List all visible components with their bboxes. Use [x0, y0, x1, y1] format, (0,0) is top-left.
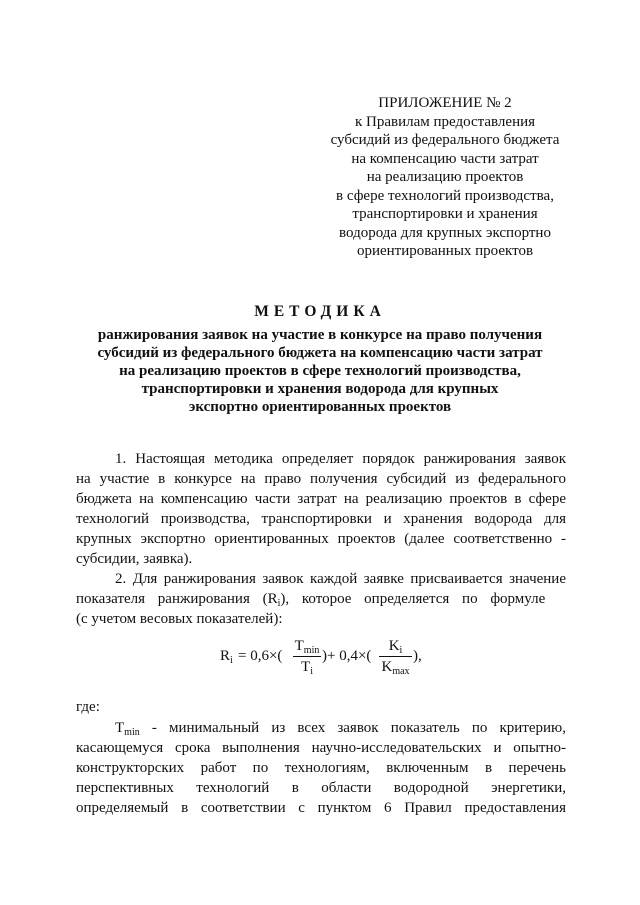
paragraph-1-line: субсидии, заявка). [76, 551, 193, 567]
fraction-denominator [293, 657, 321, 677]
appendix-line: субсидий из федерального бюджета [330, 132, 560, 148]
formula-symbol: T [301, 659, 311, 675]
appendix-line: к Правилам предоставления [354, 113, 536, 130]
subscript: min [303, 645, 320, 656]
where-label: где: [76, 699, 100, 715]
paragraph-1-line: бюджета на компенсацию части затрат на реализацию проектов в сфере [76, 491, 566, 507]
paragraph-1-line: технологий производства, транспортировки и хранения водорода для [76, 511, 566, 527]
subtitle-line: экспортно ориентированных проектов [188, 399, 452, 415]
paragraph-2-line [76, 589, 566, 609]
definition-text [76, 718, 566, 818]
subtitle-line: транспортировки и хранения водорода для крупных [141, 381, 499, 397]
appendix-line: на реализацию проектов [366, 169, 524, 185]
definition-text-segment: - минимальный из всех заявок показатель по критерию, [139, 720, 566, 736]
paragraph-2-text: ), которое определяется по формуле [280, 591, 546, 607]
fraction-k [379, 636, 412, 677]
subscript: max [392, 666, 410, 677]
definition-line: конструкторских работ по технологиям, включенным в перечень [76, 760, 566, 776]
appendix-line: ПРИЛОЖЕНИЕ № 2 [378, 95, 512, 111]
document-title: МЕТОДИКА [254, 303, 386, 320]
formula-lhs [220, 648, 233, 666]
ranking-formula [220, 636, 520, 686]
paragraph-1-line: 1. Настоящая методика определяет порядок ранжирования заявок [115, 451, 566, 467]
appendix-header [320, 94, 570, 261]
formula-coef-2: )+ 0,4×( [322, 648, 372, 664]
paragraph-2-line: 2. Для ранжирования заявок каждой заявке присваивается значение [115, 571, 566, 587]
fraction-numerator [379, 636, 412, 656]
subscript: i [399, 645, 403, 656]
definition-line: определяемый в соответствии с пунктом 6 Правил предоставления [76, 800, 566, 816]
paragraph-1-line: крупных экспортно ориентированных проектов (далее соответственно - [76, 531, 566, 547]
fraction-t [293, 636, 321, 677]
formula-coef-1: = 0,6×( [238, 648, 283, 664]
subscript: i [277, 598, 281, 609]
subtitle-line: на реализацию проектов в сфере технологий производства, [119, 363, 521, 379]
paragraph-2-line: (с учетом весовых показателей): [76, 611, 283, 627]
paragraph-1-line: на участие в конкурсе на право получения субсидий из федерального [76, 471, 566, 487]
formula-symbol: K [381, 659, 393, 675]
appendix-line: ориентированных проектов [356, 243, 534, 259]
formula-symbol: K [388, 638, 400, 654]
appendix-line: в сфере технологий производства, [336, 187, 554, 204]
document-subtitle [60, 326, 580, 416]
subscript: min [124, 727, 140, 738]
definition-line: перспективных технологий в области водородной энергетики, [76, 780, 566, 796]
appendix-line: на компенсацию части затрат [351, 150, 539, 167]
appendix-line: водорода для крупных экспортно [339, 224, 551, 241]
definition-line: касающемуся срока выполнения научно-исследовательских и опытно- [76, 740, 566, 756]
body-text [76, 449, 566, 629]
subtitle-line: субсидий из федерального бюджета на компенсацию части затрат [97, 345, 543, 361]
definition-line [76, 718, 566, 738]
fraction-denominator [379, 657, 412, 677]
subscript: i [310, 666, 313, 677]
fraction-numerator [293, 636, 321, 656]
formula-end: ), [413, 648, 422, 664]
paragraph-2-text: показателя ранжирования (R [76, 591, 278, 607]
subtitle-line: ранжирования заявок на участие в конкурсе на право получения [97, 327, 543, 343]
definition-term: T [115, 720, 125, 736]
subscript: i [230, 655, 233, 666]
appendix-line: транспортировки и хранения [352, 206, 538, 222]
formula-symbol: R [220, 648, 231, 664]
formula-symbol: T [294, 638, 304, 654]
